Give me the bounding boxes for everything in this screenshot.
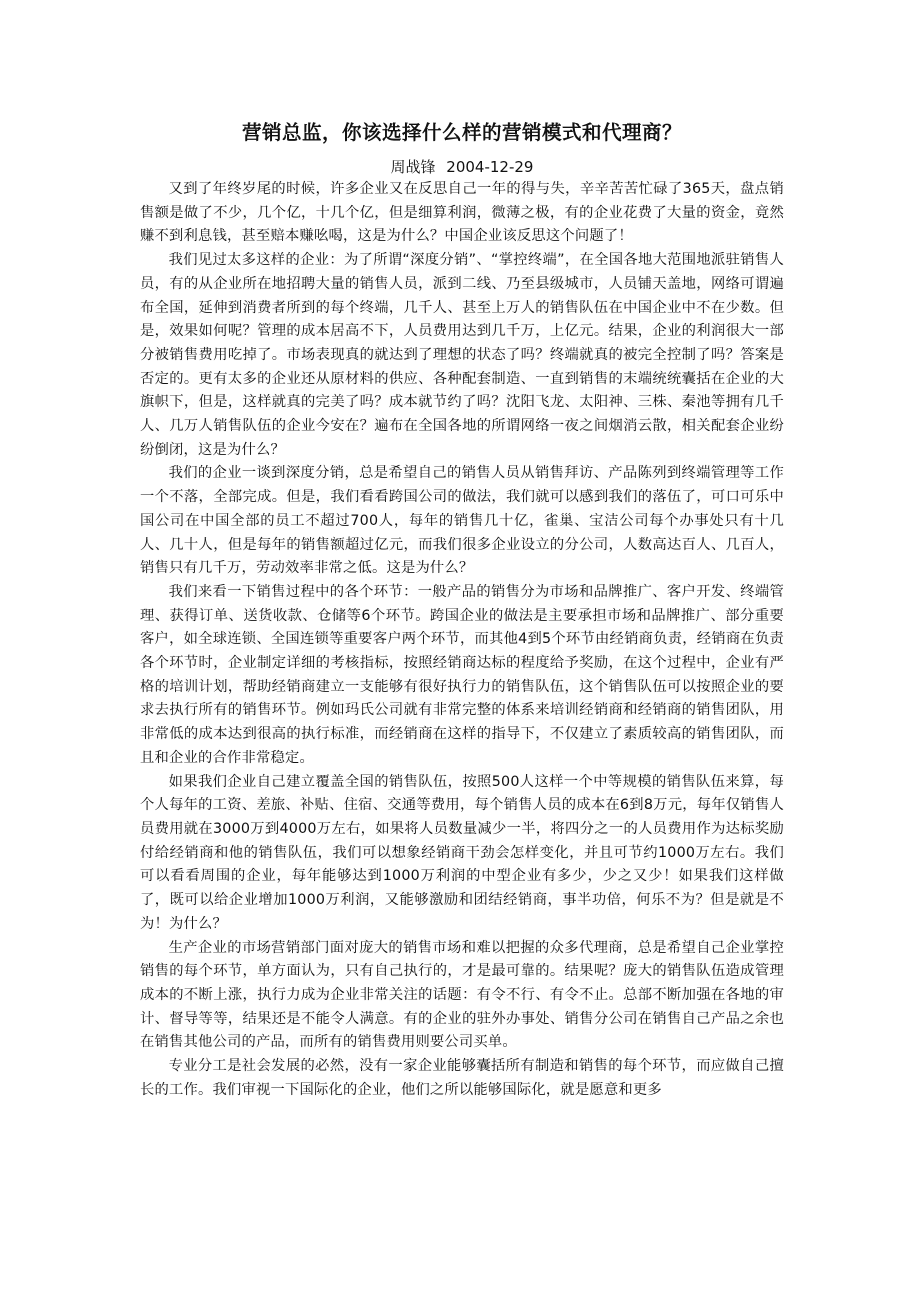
author-name: 周战锋: [390, 158, 436, 176]
paragraph: 专业分工是社会发展的必然，没有一家企业能够囊括所有制造和销售的每个环节，而应做自己擅长的工作。我们审视一下国际化的企业，他们之所以能够国际化，就是愿意和更多: [140, 1058, 784, 1098]
paragraph: 又到了年终岁尾的时候，许多企业又在反思自己一年的得与失，辛辛苦苦忙碌了365天，盘点销售额是做了不少，几个亿，十几个亿，但是细算利润，微薄之极，有的企业花费了大量的资金，竟然赚不到利息钱，甚至赔本赚吆喝，这是为什么？中国企业该反思这个问题了！: [140, 181, 784, 245]
paragraph: 生产企业的市场营销部门面对庞大的销售市场和难以把握的众多代理商，总是希望自己企业掌控销售的每个环节，单方面认为，只有自己执行的，才是最可靠的。结果呢？庞大的销售队伍造成管理成本的不断上涨，执行力成为企业非常关注的话题：有令不行、有令不止。总部不断加强在各地的审计、督导等等，结果还是不能令人满意。有的企业的驻外办事处、销售分公司在销售自己产品之余也在销售其他公司的产品，而所有的销售费用则要公司买单。: [140, 939, 784, 1051]
document-page: [140, 118, 784, 1102]
byline: [140, 156, 784, 178]
paragraph: 我们见过太多这样的企业：为了所谓“深度分销”、“掌控终端”，在全国各地大范围地派驻销售人员，有的从企业所在地招聘大量的销售人员，派到二线、乃至县级城市，人员铺天盖地，网络可谓遍布全国，延伸到消费者所到的每个终端，几千人、甚至上万人的销售队伍在中国企业中不在少数。但是，效果如何呢？管理的成本居高不下，人员费用达到几千万，上亿元。结果，企业的利润很大一部分被销售费用吃掉了。市场表现真的就达到了理想的状态了吗？终端就真的被完全控制了吗？答案是否定的。更有太多的企业还从原材料的供应、各种配套制造、一直到销售的末端统统囊括在企业的大旗帜下，但是，这样就真的完美了吗？成本就节约了吗？沈阳飞龙、太阳神、三株、秦池等拥有几千人、几万人销售队伍的企业今安在？遍布在全国各地的所谓网络一夜之间烟消云散，相关配套企业纷纷倒闭，这是为什么？: [140, 252, 784, 458]
paragraph: 我们的企业一谈到深度分销，总是希望自己的销售人员从销售拜访、产品陈列到终端管理等工作一个不落，全部完成。但是，我们看看跨国公司的做法，我们就可以感到我们的落伍了，可口可乐中国公司在中国全部的员工不超过700人，每年的销售几十亿，雀巢、宝洁公司每个办事处只有十几人、几十人，但是每年的销售额超过亿元，而我们很多企业设立的分公司，人数高达百人、几百人，销售只有几千万，劳动效率非常之低。这是为什么？: [140, 465, 784, 577]
publish-date: 2004-12-29: [446, 158, 534, 176]
paragraph: 如果我们企业自己建立覆盖全国的销售队伍，按照500人这样一个中等规模的销售队伍来算，每个人每年的工资、差旅、补贴、住宿、交通等费用，每个销售人员的成本在6到8万元，每年仅销售人员费用就在3000万到4000万左右，如果将人员数量减少一半，将四分之一的人员费用作为达标奖励付给经销商和他的销售队伍，我们可以想象经销商干劲会怎样变化，并且可节约1000万左右。我们可以看看周围的企业，每年能够达到1000万利润的中型企业有多少，少之又少！如果我们这样做了，既可以给企业增加1000万利润，又能够激励和团结经销商，事半功倍，何乐不为？但是就是不为！为什么？: [140, 773, 784, 932]
document-title: 营销总监，你该选择什么样的营销模式和代理商？: [241, 121, 682, 144]
paragraph: 我们来看一下销售过程中的各个环节：一般产品的销售分为市场和品牌推广、客户开发、终端管理、获得订单、送货收款、仓储等6个环节。跨国企业的做法是主要承担市场和品牌推广、部分重要客户，如全球连锁、全国连锁等重要客户两个环节，而其他4到5个环节由经销商负责，经销商在负责各个环节时，企业制定详细的考核指标，按照经销商达标的程度给予奖励，在这个过程中，企业有严格的培训计划，帮助经销商建立一支能够有很好执行力的销售队伍，这个销售队伍可以按照企业的要求去执行所有的销售环节。例如玛氏公司就有非常完整的体系来培训经销商和经销商的销售团队，用非常低的成本达到很高的执行标准，而经销商在这样的指导下，不仅建立了素质较高的销售团队，而且和企业的合作非常稳定。: [140, 583, 784, 766]
